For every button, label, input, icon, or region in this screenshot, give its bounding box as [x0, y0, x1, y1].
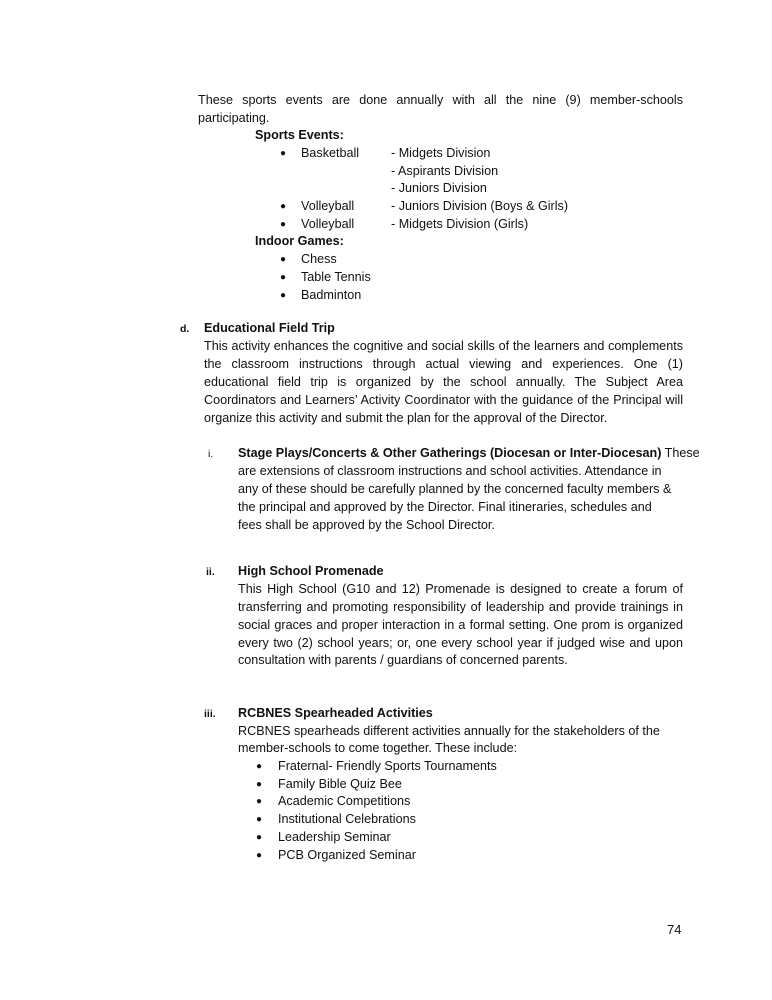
paragraph-line: Coordinators and Learners’ Activity Coordinator with the guidance of the Principal will: [204, 393, 683, 407]
page-number: 74: [667, 922, 682, 937]
intro-line: participating.: [198, 111, 270, 125]
paragraph-line: member-schools to come together. These include:: [238, 741, 518, 755]
paragraph-line: every two (2) school years; or, one every school year if judged wise and upon: [238, 636, 683, 650]
indoor-game-item: Badminton: [301, 288, 362, 302]
activity-item: Fraternal- Friendly Sports Tournaments: [278, 759, 497, 773]
section-title-tail: These: [661, 446, 700, 460]
sport-division: - Midgets Division (Girls): [391, 217, 529, 231]
sport-name: Basketball: [301, 146, 360, 160]
paragraph-line: RCBNES spearheads different activities annually for the stakeholders of the: [238, 724, 660, 738]
sport-division: - Midgets Division: [391, 146, 491, 160]
bullet-icon: ●: [256, 850, 263, 861]
paragraph-line: transferring and promoting responsibility of leadership and provide trainings in: [238, 600, 683, 614]
sports-events-heading: Sports Events:: [255, 128, 344, 142]
section-marker: ii.: [206, 566, 215, 578]
indoor-games-heading: Indoor Games:: [255, 234, 344, 248]
bullet-icon: ●: [280, 219, 287, 230]
bullet-icon: ●: [256, 814, 263, 825]
activity-item: PCB Organized Seminar: [278, 848, 416, 862]
sport-division: - Aspirants Division: [391, 164, 499, 178]
paragraph-line: consultation with parents / guardians of concerned parents.: [238, 653, 568, 667]
indoor-game-item: Table Tennis: [301, 270, 371, 284]
paragraph-line: the classroom instructions through actual viewing and experiences. One (1): [204, 357, 683, 371]
section-title: High School Promenade: [238, 564, 384, 578]
section-title: Stage Plays/Concerts & Other Gatherings (Diocesan or Inter-Diocesan): [238, 446, 662, 460]
bullet-icon: ●: [280, 290, 287, 301]
indoor-game-item: Chess: [301, 252, 337, 266]
paragraph-line: This activity enhances the cognitive and social skills of the learners and complements: [204, 339, 683, 353]
activity-item: Institutional Celebrations: [278, 812, 416, 826]
bullet-icon: ●: [256, 832, 263, 843]
paragraph-line: educational field trip is organized by the school annually. The Subject Area: [204, 375, 683, 389]
paragraph-line: This High School (G10 and 12) Promenade is designed to create a forum of: [238, 582, 683, 596]
section-marker: d.: [180, 323, 190, 335]
activity-item: Leadership Seminar: [278, 830, 391, 844]
bullet-icon: ●: [256, 796, 263, 807]
sport-division: - Juniors Division: [391, 181, 487, 195]
bullet-icon: ●: [256, 779, 263, 790]
paragraph-line: organize this activity and submit the plan for the approval of the Director.: [204, 411, 608, 425]
bullet-icon: ●: [280, 148, 287, 159]
activity-item: Academic Competitions: [278, 794, 411, 808]
paragraph-line: are extensions of classroom instructions and school activities. Attendance in: [238, 464, 662, 478]
paragraph-line: any of these should be carefully planned by the concerned faculty members &: [238, 482, 672, 496]
bullet-icon: ●: [280, 272, 287, 283]
paragraph-line: social graces and proper interaction in a formal setting. One prom is organized: [238, 618, 683, 632]
paragraph-line: fees shall be approved by the School Director.: [238, 518, 495, 532]
activity-item: Family Bible Quiz Bee: [278, 777, 402, 791]
section-title-line: [238, 445, 700, 462]
section-marker: i.: [208, 448, 214, 460]
section-marker: iii.: [204, 708, 216, 720]
bullet-icon: ●: [256, 761, 263, 772]
paragraph-line: the principal and approved by the Director. Final itineraries, schedules and: [238, 500, 652, 514]
section-title: Educational Field Trip: [204, 321, 335, 335]
section-title: RCBNES Spearheaded Activities: [238, 706, 433, 720]
sport-name: Volleyball: [301, 217, 355, 231]
sport-name: Volleyball: [301, 199, 355, 213]
sport-division: - Juniors Division (Boys & Girls): [391, 199, 569, 213]
bullet-icon: ●: [280, 201, 287, 212]
bullet-icon: ●: [280, 254, 287, 265]
intro-line: These sports events are done annually with all the nine (9) member-schools: [198, 93, 683, 107]
